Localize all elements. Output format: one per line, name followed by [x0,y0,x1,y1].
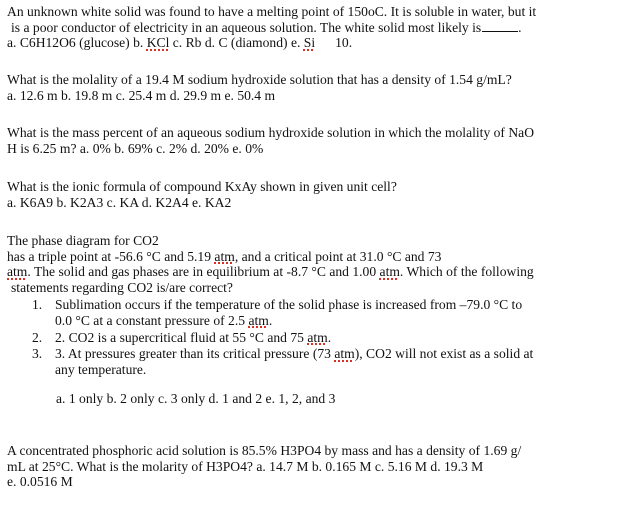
q5-line-4: statements regarding CO2 is/are correct? [11,279,233,295]
statement-3-line-1 [55,346,622,362]
answer-blank [482,31,518,32]
q1-line-1: An unknown white solid was found to have a melting point of 150oC. It is soluble in water, but it [7,4,537,19]
q1-options-a: a. C6H12O6 (glucose) b. [7,35,147,51]
q5-line-2a: has a triple point at -56.6 °C and 5.19 [7,248,215,264]
q4-options: a. K6A9 b. K2A3 c. KA d. K2A4 e. KA2 [7,194,232,210]
q2-options: a. 12.6 m b. 19.8 m c. 25.4 m d. 29.9 m e. 50.4 m [7,87,276,103]
spellcheck-word-atm[interactable]: atm [307,329,328,345]
statement-2-text: 2. CO2 is a supercritical fluid at 55 °C and 75 [55,329,308,345]
statement-item [7,330,622,346]
q6-line-3: e. 0.0516 M [7,474,73,490]
q5-line-3c: . Which of the following [399,264,534,280]
statement-item [7,346,622,377]
q5-line-3b: . The solid and gas phases are in equilibrium at -8.7 °C and 1.00 [27,264,380,280]
statement-number: 3. [32,346,43,362]
statement-1-end: . [268,312,273,328]
spellcheck-word-kcl[interactable]: KCl [146,35,170,51]
question-6 [7,443,622,490]
statement-3-line-2: any temperature. [55,361,147,377]
q1-options-mid: c. Rb d. C (diamond) e. [169,35,304,51]
q5-line-2 [7,249,622,265]
spellcheck-word-atm[interactable]: atm [248,312,269,328]
q1-stem: is a poor conductor of electricity in an aqueous solution. The white solid most likely is [11,19,482,35]
spellcheck-word-si[interactable]: Si [303,35,316,51]
statement-2-line-1 [55,330,622,346]
statement-2-end: . [327,329,332,345]
q1-options [7,35,622,51]
q3-line-1: What is the mass percent of an aqueous sodium hydroxide solution in which the molality of NaO [7,125,535,140]
statement-1-line-1: Sublimation occurs if the temperature of the solid phase is increased from –79.0 °C to [55,297,523,313]
question-4 [7,179,622,210]
spellcheck-word-atm[interactable]: atm [214,248,235,264]
q5-answer-options: a. 1 only b. 2 only c. 3 only d. 1 and 2 e. 1, 2, and 3 [56,391,336,407]
q4-line-1: What is the ionic formula of compound KxAy shown in given unit cell? [7,179,397,194]
q6-line-2: mL at 25°C. What is the molarity of H3PO4? a. 14.7 M b. 0.165 M c. 5.16 M d. 19.3 M [7,458,484,474]
q5-line-3 [7,264,622,280]
q2-line-1: What is the molality of a 19.4 M sodium hydroxide solution that has a density of 1.54 g/mL? [7,72,512,87]
spellcheck-word-atm[interactable]: atm [7,264,28,280]
q6-line-1: A concentrated phosphoric acid solution is 85.5% H3PO4 by mass and has a density of 1.69 g/ [7,443,522,458]
statement-1-text: 0.0 °C at a constant pressure of 2.5 [55,312,249,328]
statement-number: 1. [32,297,43,313]
spellcheck-word-atm[interactable]: atm [379,264,400,280]
q1-line-2 [7,20,622,36]
q1-period: . [518,19,522,35]
question-5 [7,233,622,407]
statement-item [7,297,622,328]
statement-1-line-2 [55,313,622,329]
statement-3-text: 3. At pressures greater than its critical pressure (73 [55,346,335,362]
q5-line-2b: , and a critical point at 31.0 °C and 73 [234,248,442,264]
statement-3-end: ), CO2 will not exist as a solid at [354,346,534,362]
statement-number: 2. [32,329,43,345]
question-2 [7,72,622,103]
q1-options-tail: 10. [335,35,353,51]
spellcheck-word-atm[interactable]: atm [334,346,355,362]
q3-options: H is 6.25 m? a. 0% b. 69% c. 2% d. 20% e. 0% [7,140,264,156]
question-3 [7,125,622,156]
question-1 [7,4,622,51]
q5-line-1: The phase diagram for CO2 [7,233,159,248]
statement-list [7,297,622,377]
